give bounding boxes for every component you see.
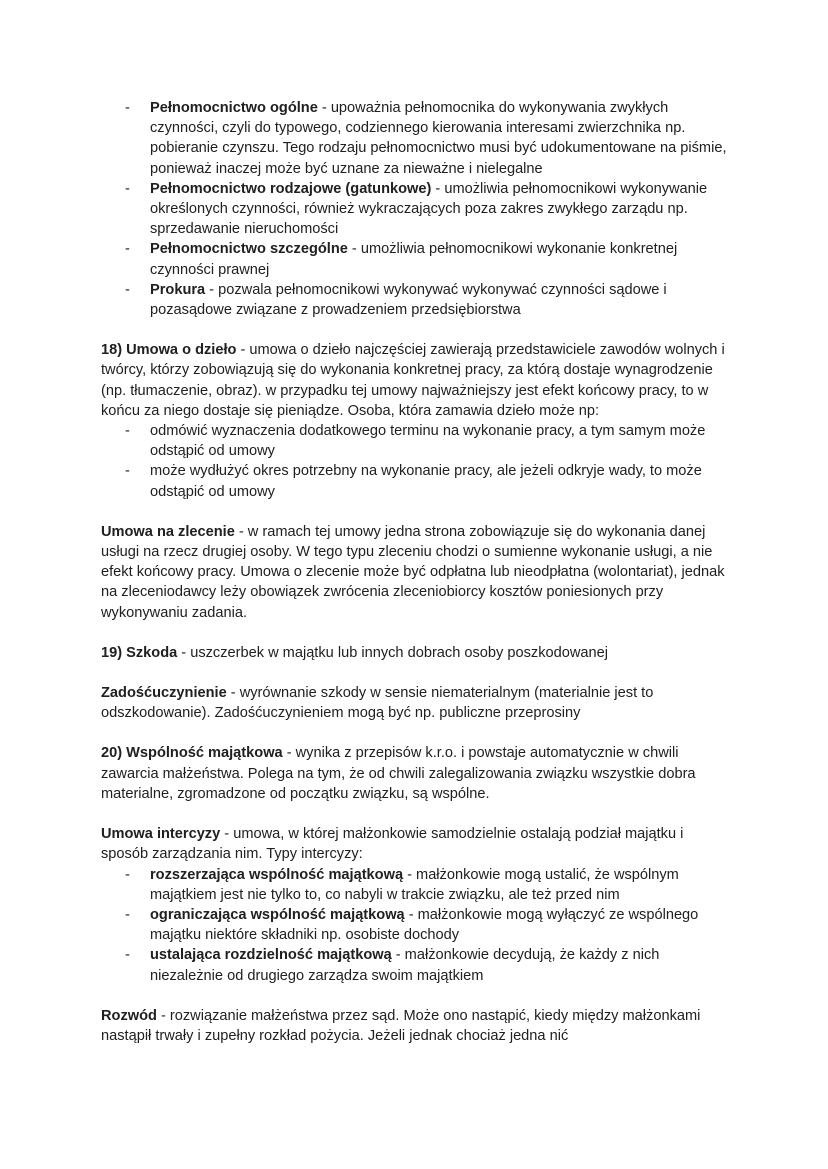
definition: - upoważnia pełnomocnika do wykonywania zwykłych czynności, czyli do typowego, codziennego kierowania interesami zwierzchnika np. pobieranie czynszu. Tego rodzaju pełnomocnictwo musi być udokumentowane na piśmie, ponieważ inaczej może być uznane za nieważne i nielegalne	[150, 100, 727, 177]
paragraph-wspolnosc-majatkowa	[101, 743, 728, 804]
list-item	[101, 239, 728, 279]
paragraph-umowa-o-dzielo	[101, 340, 728, 421]
definition: - małżonkowie decydują, że każdy z nich niezależnie od drugiego zarządza swoim majątkiem	[150, 947, 660, 984]
definition: - małżonkowie mogą ustalić, że wspólnym majątkiem jest nie tylko to, co nabyli w trakcie związku, ale też przed nim	[150, 866, 679, 903]
list-item	[101, 865, 728, 905]
term: 18) Umowa o dzieło	[101, 342, 237, 359]
definition: - uszczerbek w majątku lub innych dobrach osoby poszkodowanej	[177, 644, 608, 661]
powers-of-attorney-list	[101, 98, 728, 320]
term: Prokura	[150, 281, 206, 298]
list-item: - może wydłużyć okres potrzebny na wykonanie pracy, ale jeżeli odkryje wady, to może odstąpić od umowy	[101, 461, 728, 501]
definition: - pozwala pełnomocnikowi wykonywać wykonywać czynności sądowe i pozasądowe związane z prowadzeniem przedsiębiorstwa	[150, 281, 667, 319]
definition: - wyrównanie szkody w sensie niematerialnym (materialnie jest to odszkodowanie). Zadośćuczynieniem mogą być np. publiczne przeprosiny	[101, 685, 654, 722]
list-item: - odmówić wyznaczenia dodatkowego terminu na wykonanie pracy, a tym samym może odstąpić od umowy	[101, 421, 728, 461]
term: Pełnomocnictwo szczególne	[150, 241, 348, 258]
list-item	[101, 179, 728, 240]
term: Rozwód	[101, 1007, 157, 1024]
term: Pełnomocnictwo rodzajowe (gatunkowe)	[150, 180, 432, 197]
term: Zadośćuczynienie	[101, 685, 227, 702]
umowa-o-dzielo-list	[101, 421, 728, 502]
term: rozszerzająca wspólność majątkową	[150, 866, 404, 883]
term: Umowa intercyzy	[101, 826, 221, 843]
paragraph-szkoda	[101, 643, 728, 663]
term: ustalająca rozdzielność majątkową	[150, 947, 392, 964]
list-item	[101, 945, 728, 985]
term: ograniczająca wspólność majątkową	[150, 906, 405, 923]
paragraph-umowa-na-zlecenie	[101, 522, 728, 623]
list-item	[101, 98, 728, 179]
definition: - umowa o dzieło najczęściej zawierają przedstawiciele zawodów wolnych i twórcy, którzy zobowiązują się do wykonania konkretnej pracy, za którą dostaje wynagrodzenie (np. tłumaczenie, obraz). w przypadku tej umowy najważniejszy jest efekt końcowy pracy, to w końcu za niego dostaje się pieniądze. Osoba, która zamawia dzieło może np:	[101, 342, 725, 419]
intercyza-types-list	[101, 865, 728, 986]
paragraph-rozwod	[101, 1006, 728, 1046]
term: 20) Wspólność majątkowa	[101, 745, 283, 762]
paragraph-zadoscuczynienie	[101, 683, 728, 723]
definition: - wynika z przepisów k.r.o. i powstaje automatycznie w chwili zawarcia małżeństwa. Polega na tym, że od chwili zalegalizowania związku wszystkie dobra materialne, zgromadzone od początku związku, są wspólne.	[101, 745, 696, 802]
term: 19) Szkoda	[101, 644, 178, 661]
definition: - małżonkowie mogą wyłączyć ze wspólnego majątku niektóre składniki np. osobiste dochody	[150, 906, 699, 944]
paragraph-umowa-intercyzy	[101, 824, 728, 864]
definition: - umowa, w której małżonkowie samodzielnie ostalają podział majątku i sposób zarządzania nim. Typy intercyzy:	[101, 826, 684, 863]
definition: - umożliwia pełnomocnikowi wykonanie konkretnej czynności prawnej	[150, 241, 678, 278]
term: Umowa na zlecenie	[101, 523, 235, 540]
definition: - umożliwia pełnomocnikowi wykonywanie określonych czynności, również wykraczających poza zakres zwykłego zarządu np. sprzedawanie nieruchomości	[150, 180, 708, 238]
list-item	[101, 905, 728, 945]
definition: - w ramach tej umowy jedna strona zobowiązuje się do wykonania danej usługi na rzecz drugiej osoby. W tego typu zleceniu chodzi o sumienne wykonanie usługi, a nie efekt końcowy pracy. Umowa o zlecenie może być odpłatna lub nieodpłatna (wolontariat), jednak na zleceniodawcy leży obowiązek zwrócenia zleceniobiorcy kosztów poniesionych przy wykonywaniu zadania.	[101, 523, 725, 621]
term: Pełnomocnictwo ogólne	[150, 100, 318, 116]
definition: - rozwiązanie małżeństwa przez sąd. Może ono nastąpić, kiedy między małżonkami nastąpił trwały i zupełny rozkład pożycia. Jeżeli jednak chociaż jedna nić	[101, 1007, 701, 1044]
list-item	[101, 280, 728, 320]
